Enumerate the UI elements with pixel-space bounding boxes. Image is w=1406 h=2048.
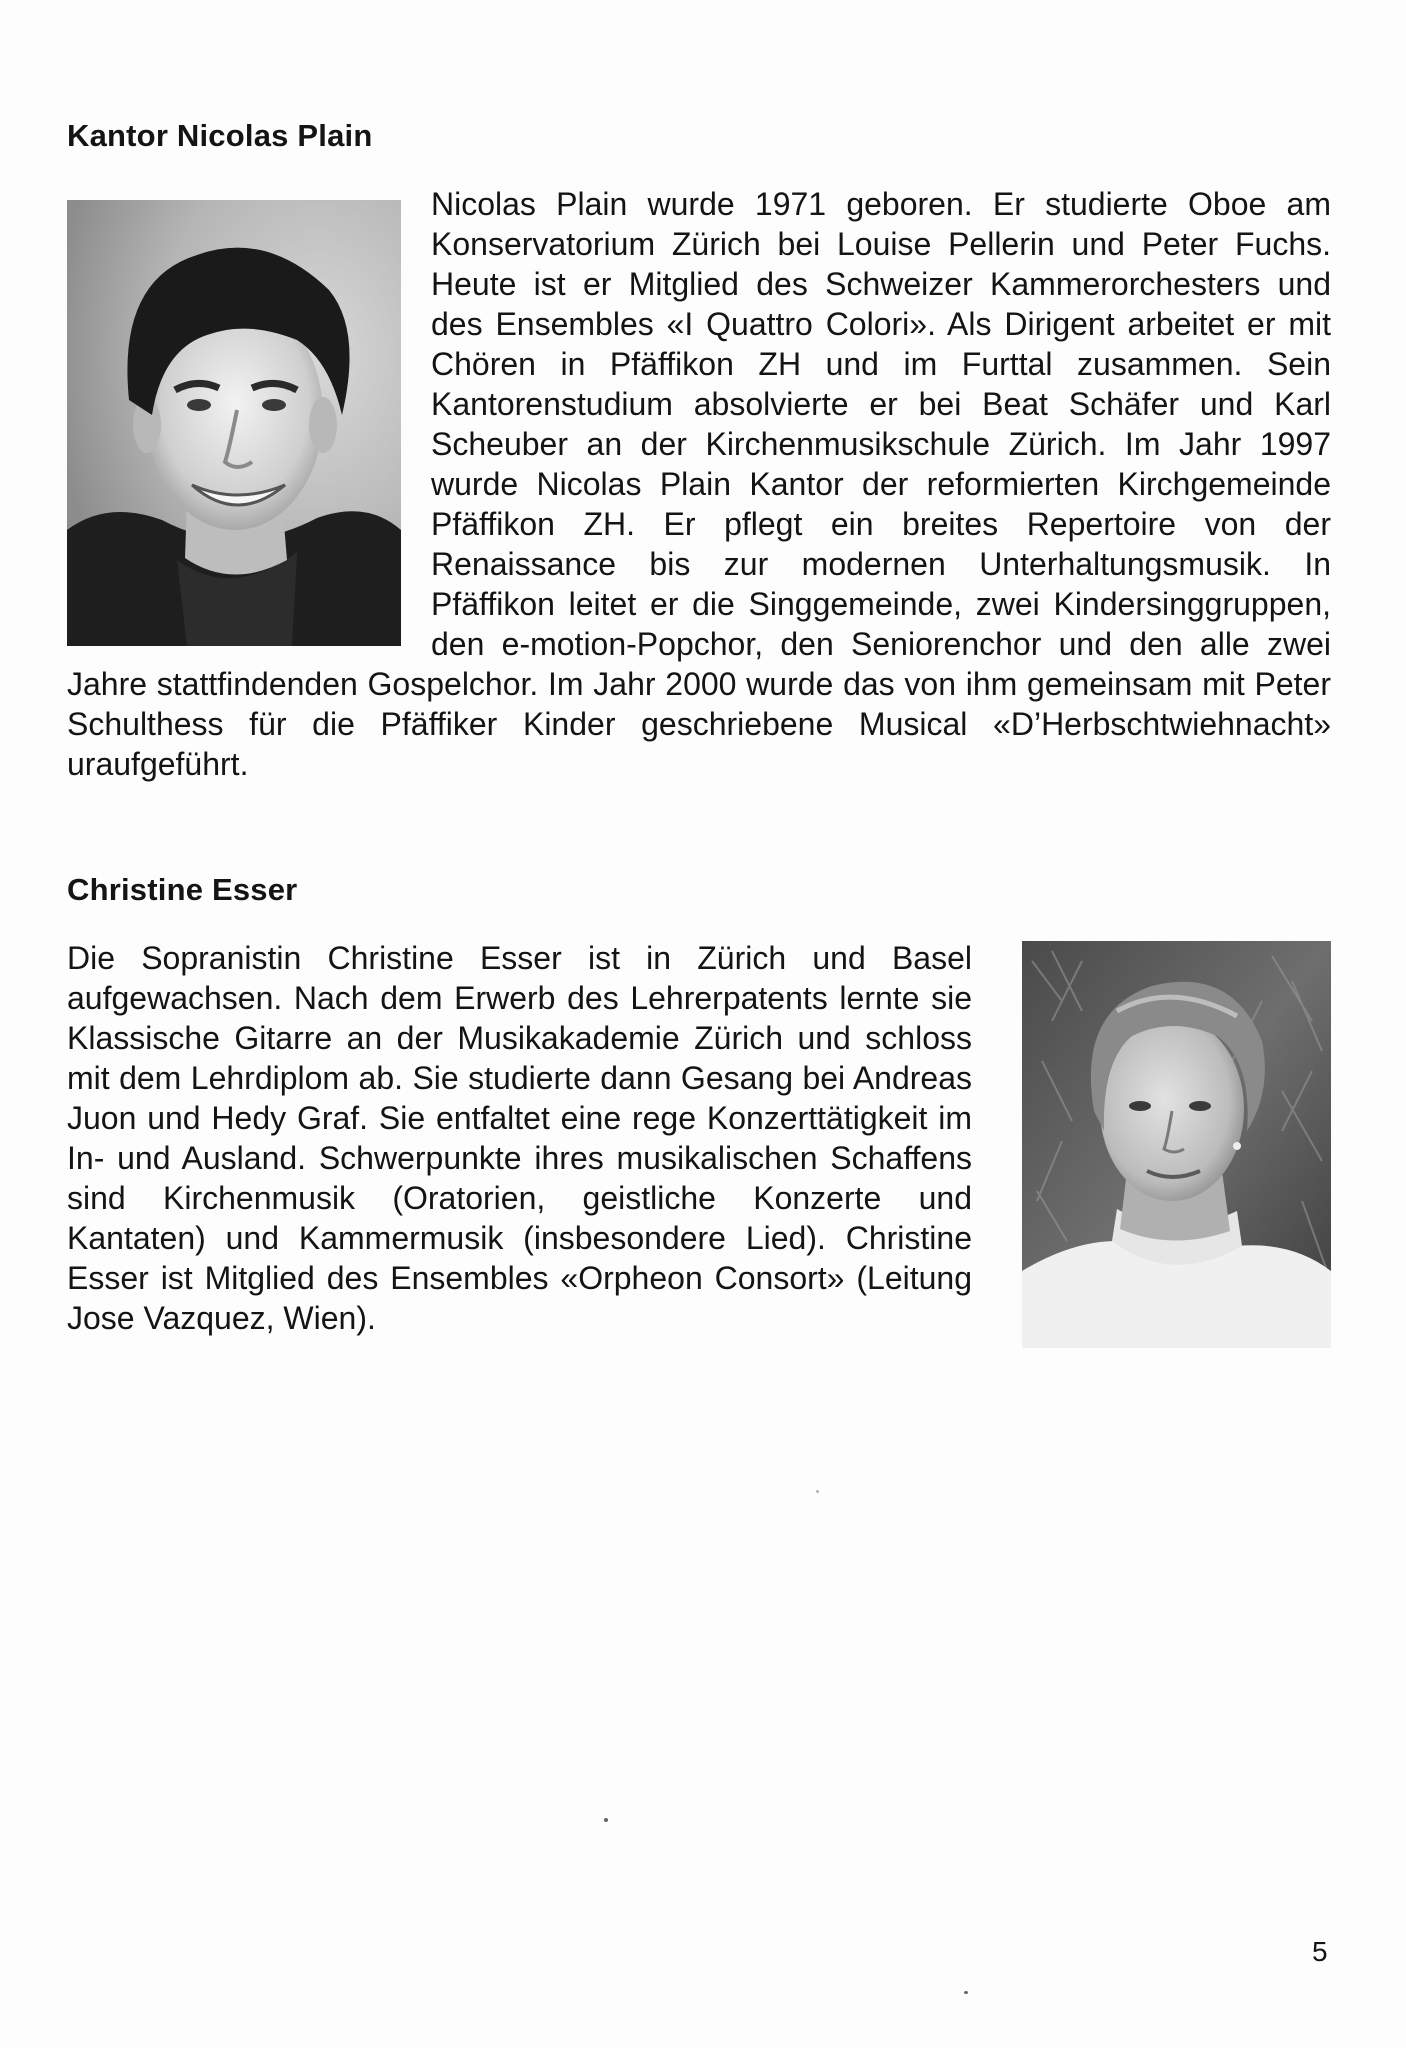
nicolas-plain-biography [67, 184, 1331, 784]
christine-esser-biography: Die Sopranistin Christine Esser ist in Zürich und Basel aufgewachsen. Nach dem Erwerb des Lehrerpatents lernte sie Klassische Gitarre an der Musikakademie Zürich und schloss mit dem Lehrdiplom ab. Sie studierte dann Gesang bei Andreas Juon und Hedy Graf. Sie entfaltet eine rege Konzerttätigkeit im In- und Ausland. Schwerpunkte ihres musikalischen Schaffens sind Kirchenmusik (Oratorien, geistliche Konzerte und Kantaten) und Kammermusik (insbesondere Lied). Christine Esser ist Mitglied des Ensembles «Orpheon Consort» (Leitung Jose Vazquez, Wien). [67, 940, 972, 1336]
page-number: 5 [1312, 1936, 1328, 1967]
nicolas-plain-biography-text: Nicolas Plain wurde 1971 geboren. Er studierte Oboe am Konservatorium Zürich bei Louise Pellerin und Peter Fuchs. Heute ist er Mitglied des Schweizer Kammerorchesters und des Ensembles «I Quattro Colori». Als Dirigent arbeitet er mit Chören in Pfäffikon ZH und im Furttal zusammen. Sein Kantorenstudium absolvierte er bei Beat Schäfer und Karl Scheuber an der Kirchenmusikschule Zürich. Im Jahr 1997 wurde Nicolas Plain Kantor der reformierten Kirchgemeinde Pfäffikon ZH. Er pflegt ein breites Repertoire von der Renaissance bis zur modernen Unterhaltungsmusik. In Pfäffikon leitet er die Singgemeinde, zwei Kindersinggruppen, den e-motion-Popchor, den Seniorenchor und den alle zwei Jahre stattfindenden Gospelchor. Im Jahr 2000 wurde das von ihm gemeinsam mit Peter Schulthess für die Pfäffiker Kinder geschriebene Musical «D’Herbschtwiehnacht» uraufgeführt. [67, 186, 1331, 782]
photo-text-wrap-spacer [67, 202, 401, 660]
portrait-photo-icon [1022, 941, 1331, 1348]
christine-esser-portrait-photo [1022, 941, 1331, 1348]
scan-speck [604, 1818, 608, 1822]
scan-speck [816, 1490, 819, 1493]
section-heading-christine-esser: Christine Esser [67, 872, 298, 907]
scan-speck [964, 1991, 968, 1994]
section-heading-nicolas-plain: Kantor Nicolas Plain [67, 118, 373, 153]
